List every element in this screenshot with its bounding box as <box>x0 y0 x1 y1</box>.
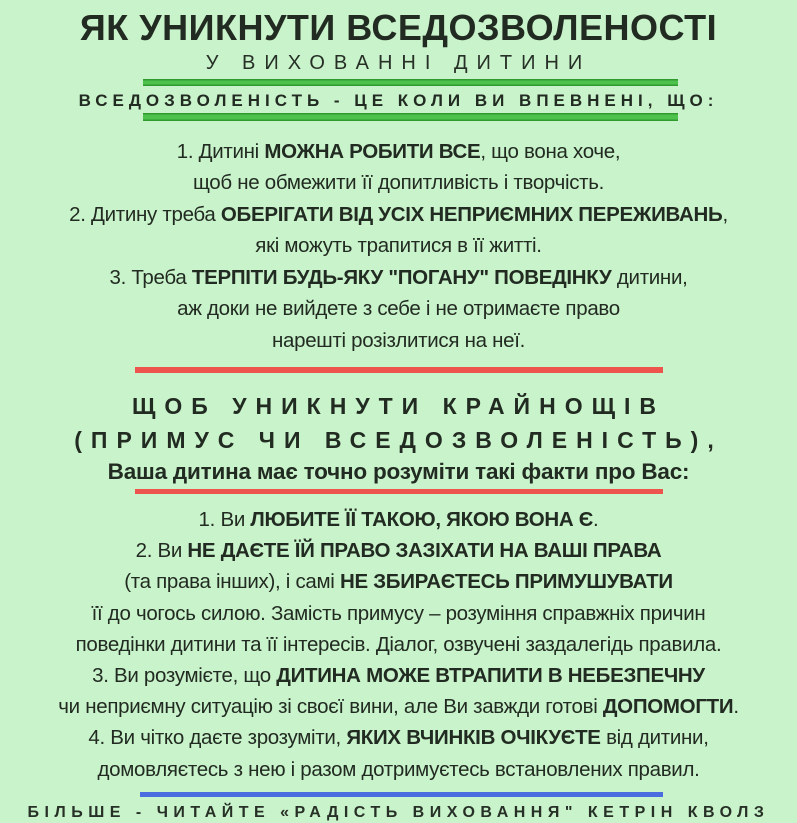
list-line <box>69 262 728 294</box>
list-line <box>58 754 738 785</box>
list-line-text: 2. Дитину треба <box>69 202 221 226</box>
list-line <box>58 660 738 691</box>
list-line <box>58 691 738 722</box>
list-line <box>69 136 728 168</box>
definition-heading: ВСЕДОЗВОЛЕНІСТЬ - ЦЕ КОЛИ ВИ ВПЕВНЕНІ, ЩО: <box>78 91 719 111</box>
list-line-text: 4. Ви чітко даєте зрозуміти, <box>88 726 347 750</box>
list-line-text: її до чогось силою. Замість примусу – розуміння справжніх причин <box>91 601 706 625</box>
list-line-text: 1. Ви <box>198 507 251 531</box>
list-line-emphasis: ЯКИХ ВЧИНКІВ ОЧІКУЄТЕ <box>346 726 601 750</box>
list-line-emphasis: НЕ ЗБИРАЄТЕСЬ ПРИМУШУВАТИ <box>339 570 673 594</box>
list-line-text: , що вона хоче, <box>480 139 621 163</box>
green-divider-bar-top <box>143 79 678 86</box>
list-line-text: домовляєтесь з нею і разом дотримуєтесь встановлених правил. <box>97 757 700 781</box>
list-line <box>69 167 728 199</box>
list-line <box>58 598 738 629</box>
list-line-text: (та права інших), і самі <box>124 570 340 594</box>
list-line <box>58 629 738 660</box>
list-line <box>69 230 728 262</box>
list-line-text: 2. Ви <box>135 539 188 563</box>
list-line-emphasis: ТЕРПІТИ БУДЬ-ЯКУ "ПОГАНУ" ПОВЕДІНКУ <box>191 265 612 289</box>
list-line <box>58 566 738 597</box>
list-line <box>58 535 738 566</box>
list-line-text: 3. Треба <box>109 265 192 289</box>
facts-list <box>58 504 738 785</box>
list-line-emphasis: ДОПОМОГТИ <box>602 695 734 719</box>
list-line-text: нарешті розізлитися на неї. <box>271 328 526 352</box>
list-line-emphasis: МОЖНА РОБИТИ ВСЕ <box>264 139 481 163</box>
red-divider-bar-top <box>135 367 663 372</box>
list-line-text: . <box>733 695 739 719</box>
list-line <box>58 722 738 753</box>
list-line <box>69 293 728 325</box>
extremes-heading-line2: (ПРИМУС ЧИ ВСЕДОЗВОЛЕНІСТЬ), <box>74 426 723 453</box>
list-line-text: 3. Ви розумієте, що <box>92 663 277 687</box>
poster-subtitle: У ВИХОВАННІ ДИТИНИ <box>205 52 592 74</box>
green-divider-bar-under-definition <box>143 113 678 120</box>
extremes-heading-line3: Ваша дитина має точно розуміти такі факти про Вас: <box>107 458 690 484</box>
list-line-text: 1. Дитині <box>176 139 265 163</box>
permissiveness-list <box>69 136 728 357</box>
list-line <box>69 199 728 231</box>
footer-book-reference: БІЛЬШЕ - ЧИТАЙТЕ «РАДІСТЬ ВИХОВАННЯ" КЕТРІН КВОЛЗ <box>27 804 770 821</box>
list-line-text: які можуть трапитися в її житті. <box>255 234 542 258</box>
list-line-text: аж доки не вийдете з себе і не отримаєте право <box>177 297 620 321</box>
list-line-text: щоб не обмежити її допитливість і творчість. <box>192 171 605 195</box>
list-line <box>58 504 738 535</box>
list-line-text: від дитини, <box>600 726 709 750</box>
list-line-emphasis: ДИТИНА МОЖЕ ВТРАПИТИ В НЕБЕЗПЕЧНУ <box>276 663 705 687</box>
list-line-text: дитини, <box>611 265 688 289</box>
poster-title: ЯК УНИКНУТИ ВСЕДОЗВОЛЕНОСТІ <box>79 7 718 48</box>
list-line <box>69 325 728 357</box>
list-line-emphasis: ОБЕРІГАТИ ВІД УСІХ НЕПРИЄМНИХ ПЕРЕЖИВАНЬ <box>220 202 723 226</box>
list-line-emphasis: ЛЮБИТЕ ЇЇ ТАКОЮ, ЯКОЮ ВОНА Є <box>250 507 594 531</box>
list-line-text: поведінки дитини та її інтересів. Діалог, озвучені заздалегідь правила. <box>75 632 722 656</box>
list-line-text: , <box>722 202 728 226</box>
list-line-text: чи неприємну ситуацію зі своєї вини, але Ви завжди готові <box>58 695 603 719</box>
list-line-text: . <box>593 507 599 531</box>
list-line-emphasis: НЕ ДАЄТЕ ЇЙ ПРАВО ЗАЗІХАТИ НА ВАШІ ПРАВА <box>187 539 662 563</box>
blue-divider-bar <box>140 792 663 797</box>
red-divider-bar-bottom <box>135 489 663 494</box>
extremes-heading-line1: ЩОБ УНИКНУТИ КРАЙНОЩІВ <box>131 392 666 419</box>
